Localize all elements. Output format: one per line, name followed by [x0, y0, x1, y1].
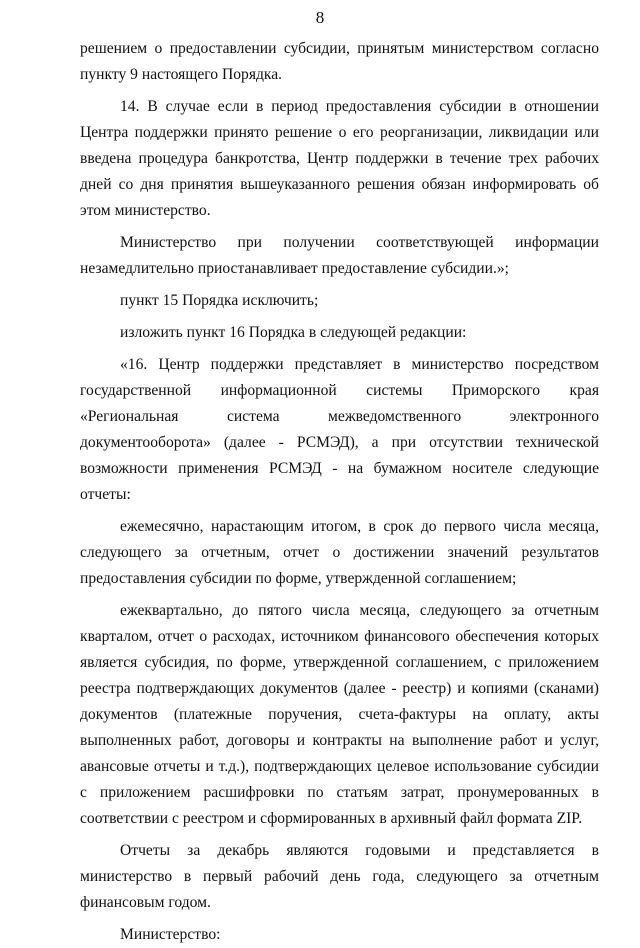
paragraph-item-14: 14. В случае если в период предоставления субсидии в отношении Центра поддержки принято решение о его реорганизации, ликвидации или введена процедура банкротства, Центр поддержки в течение трех рабочих дней со дня принятия вышеуказанного решения обязан информировать об этом министерство. [80, 98, 599, 219]
paragraph-quarterly-report: ежеквартально, до пятого числа месяца, следующего за отчетным кварталом, отчет о расходах, источником финансового обеспечения которых является субсидия, по форме, утвержденной соглашением, с приложением реестра подтверждающих документов (далее - реестр) и копиями (сканами) документов (платежные поручения, счета-фактуры на оплату, акты выполненных работ, договоры и контракты на выполнение работ и услуг, авансовые отчеты и т.д.), подтверждающих целевое использование субсидии с приложением расшифровки по статьям затрат, пронумерованных в соответствии с реестром и сформированных в архивный файл формата ZIP. [80, 602, 599, 827]
paragraph-item-16: «16. Центр поддержки представляет в министерство посредством государственной информационной системы Приморского края «Региональная система межведомственного электронного документооборота» (далее - РСМЭД), а при отсутствии технической возможности применения РСМЭД - на бумажном носителе следующие отчеты: [80, 356, 599, 503]
document-body [80, 36, 599, 948]
page-number: 8 [315, 8, 325, 27]
paragraph-exclude-item-15: пункт 15 Порядка исключить; [120, 292, 319, 309]
paragraph-annual-report: Отчеты за декабрь являются годовыми и представляется в министерство в первый рабочий день года, следующего за отчетным финансовым годом. [80, 842, 599, 911]
paragraph-ministry: Министерство: [120, 926, 221, 943]
paragraph-monthly-report: ежемесячно, нарастающим итогом, в срок до первого числа месяца, следующего за отчетным, отчет о достижении значений результатов предоставления субсидии по форме, утвержденной соглашением; [80, 518, 599, 587]
paragraph-continuation: решением о предоставлении субсидии, принятым министерством согласно пункту 9 настоящего Порядка. [80, 40, 599, 83]
paragraph-amend-item-16: изложить пункт 16 Порядка в следующей редакции: [120, 324, 467, 341]
paragraph-suspension: Министерство при получении соответствующей информации незамедлительно приостанавливает предоставление субсидии.»; [80, 234, 599, 277]
